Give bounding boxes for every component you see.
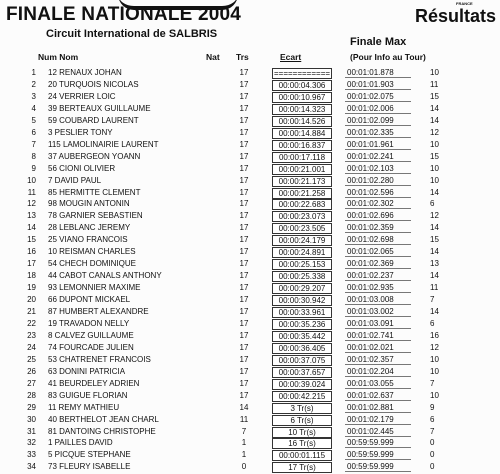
best-lap-number-cell: 15 bbox=[430, 235, 439, 245]
best-lap-number-cell: 10 bbox=[430, 68, 439, 77]
best-lap-number-cell: 6 bbox=[430, 318, 435, 328]
driver-cell: 11 REMY MATHIEU bbox=[48, 402, 120, 412]
driver-cell: 44 CABOT CANALS ANTHONY bbox=[48, 271, 162, 281]
gap-cell: 00:00:21.258 bbox=[272, 188, 332, 199]
driver-cell: 59 COUBARD LAURENT bbox=[48, 115, 139, 125]
best-lap-number-cell: 7 bbox=[430, 295, 435, 305]
gap-cell: 00:00:25.338 bbox=[272, 271, 332, 282]
driver-cell: 53 CHATRENET FRANCOIS bbox=[48, 354, 151, 364]
best-lap-number-cell: 9 bbox=[430, 402, 435, 412]
gap-cell: 00:00:04.306 bbox=[272, 80, 332, 91]
rank-cell: 30 bbox=[27, 414, 36, 424]
table-row bbox=[0, 103, 500, 115]
laps-cell: 17 bbox=[239, 151, 249, 161]
rank-cell: 2 bbox=[31, 79, 36, 89]
laps-cell: 17 bbox=[239, 103, 249, 113]
best-lap-number-cell: 15 bbox=[430, 91, 439, 101]
table-row bbox=[0, 330, 500, 342]
table-row bbox=[0, 426, 500, 438]
best-lap-number-cell: 10 bbox=[430, 354, 439, 364]
laps-cell: 1 bbox=[241, 450, 247, 460]
driver-cell: 81 DANTOING CHRISTOPHE bbox=[48, 426, 156, 436]
driver-cell: 24 VERRIER LOIC bbox=[48, 91, 116, 101]
table-row bbox=[0, 198, 500, 210]
best-lap-number-cell: 14 bbox=[430, 187, 439, 197]
table-row bbox=[0, 461, 500, 473]
best-lap-number-cell: 7 bbox=[430, 426, 435, 436]
gap-cell: 00:00:14.526 bbox=[272, 116, 332, 127]
best-lap-number-cell: 10 bbox=[430, 366, 439, 376]
driver-cell: 87 HUMBERT ALEXANDRE bbox=[48, 307, 149, 316]
table-row bbox=[0, 115, 500, 127]
rank-cell: 31 bbox=[27, 426, 36, 436]
table-row bbox=[0, 127, 500, 139]
france-label: FRANCE bbox=[456, 1, 473, 6]
rank-cell: 16 bbox=[27, 247, 36, 257]
best-lap-time-cell: 00:01:02.302 bbox=[345, 199, 411, 209]
table-row bbox=[0, 354, 500, 366]
rank-cell: 21 bbox=[27, 307, 36, 316]
best-lap-time-cell: 00:01:02.357 bbox=[345, 355, 411, 365]
gap-cell: 00:00:35.442 bbox=[272, 331, 332, 342]
best-lap-time-cell: 00:01:02.698 bbox=[345, 235, 411, 245]
rank-cell: 5 bbox=[31, 115, 36, 125]
driver-cell: 93 LEMONNIER MAXIME bbox=[48, 283, 141, 293]
rank-cell: 33 bbox=[27, 450, 36, 460]
laps-cell: 7 bbox=[241, 426, 247, 436]
rank-cell: 22 bbox=[27, 318, 36, 328]
laps-cell: 17 bbox=[239, 318, 249, 328]
best-lap-time-cell: 00:01:02.103 bbox=[345, 164, 411, 174]
laps-cell: 1 bbox=[241, 438, 247, 448]
gap-cell: 00:00:36.405 bbox=[272, 343, 332, 354]
rank-cell: 7 bbox=[31, 139, 36, 149]
rank-cell: 34 bbox=[27, 462, 36, 472]
laps-cell: 17 bbox=[239, 115, 249, 125]
driver-cell: 7 DAVID PAUL bbox=[48, 175, 102, 185]
rank-cell: 12 bbox=[27, 199, 36, 209]
best-lap-number-cell: 10 bbox=[430, 390, 439, 400]
driver-cell: 39 BERTEAUX GUILLAUME bbox=[48, 103, 151, 113]
driver-cell: 85 HERMITTE CLEMENT bbox=[48, 187, 141, 197]
gap-cell: 00:00:25.153 bbox=[272, 259, 332, 270]
best-lap-time-cell: 00:01:01.878 bbox=[345, 68, 411, 78]
table-row bbox=[0, 175, 500, 187]
laps-cell: 0 bbox=[241, 462, 247, 472]
best-lap-time-cell: 00:01:02.335 bbox=[345, 128, 411, 138]
best-lap-time-cell: 00:01:02.006 bbox=[345, 104, 411, 114]
best-lap-time-cell: 00:01:02.359 bbox=[345, 223, 411, 233]
driver-cell: 28 LEBLANC JEREMY bbox=[48, 223, 131, 233]
circuit-name: Circuit International de SALBRIS bbox=[46, 28, 218, 40]
rank-cell: 10 bbox=[27, 175, 36, 185]
best-lap-number-cell: 0 bbox=[430, 450, 435, 460]
driver-cell: 25 VIANO FRANCOIS bbox=[48, 235, 128, 245]
driver-cell: 12 RENAUX JOHAN bbox=[48, 68, 122, 77]
best-lap-time-cell: 00:01:02.099 bbox=[345, 116, 411, 126]
table-header bbox=[0, 52, 500, 65]
gap-cell: 00:00:01.115 bbox=[272, 450, 332, 461]
best-lap-number-cell: 7 bbox=[430, 378, 435, 388]
table-row bbox=[0, 187, 500, 199]
rank-cell: 20 bbox=[27, 295, 36, 305]
col-nat: Nat bbox=[206, 52, 220, 62]
laps-cell: 17 bbox=[239, 235, 249, 245]
table-row bbox=[0, 270, 500, 282]
driver-cell: 10 REISMAN CHARLES bbox=[48, 247, 136, 257]
col-num-nom: Num Nom bbox=[38, 52, 79, 62]
table-row bbox=[0, 139, 500, 151]
table-row bbox=[0, 342, 500, 354]
best-lap-time-cell: 00:01:01.961 bbox=[345, 140, 411, 150]
table-row bbox=[0, 151, 500, 163]
rank-cell: 8 bbox=[31, 151, 36, 161]
driver-cell: 20 TURQUOIS NICOLAS bbox=[48, 79, 139, 89]
best-lap-number-cell: 6 bbox=[430, 414, 435, 424]
driver-cell: 19 TRAVADON NELLY bbox=[48, 318, 130, 328]
table-row bbox=[0, 222, 500, 234]
rank-cell: 1 bbox=[31, 68, 36, 77]
rank-cell: 19 bbox=[27, 283, 36, 293]
table-row bbox=[0, 67, 500, 79]
best-lap-time-cell: 00:01:02.369 bbox=[345, 259, 411, 269]
best-lap-number-cell: 0 bbox=[430, 462, 435, 472]
laps-cell: 17 bbox=[239, 366, 249, 376]
gap-cell: 00:00:29.207 bbox=[272, 283, 332, 294]
best-lap-time-cell: 00:01:02.935 bbox=[345, 283, 411, 293]
laps-cell: 17 bbox=[239, 378, 249, 388]
table-row bbox=[0, 414, 500, 426]
table-row bbox=[0, 402, 500, 414]
best-lap-number-cell: 14 bbox=[430, 307, 439, 316]
driver-cell: 8 CALVEZ GUILLAUME bbox=[48, 330, 134, 340]
gap-cell: 00:00:42.215 bbox=[272, 391, 332, 402]
rank-cell: 18 bbox=[27, 271, 36, 281]
laps-cell: 17 bbox=[239, 271, 249, 281]
driver-cell: 3 PESLIER TONY bbox=[48, 127, 113, 137]
table-row bbox=[0, 294, 500, 306]
laps-cell: 17 bbox=[239, 259, 249, 269]
gap-cell: 00:00:14.323 bbox=[272, 104, 332, 115]
driver-cell: 83 GUIGUE FLORIAN bbox=[48, 390, 128, 400]
gap-cell: 00:00:14.884 bbox=[272, 128, 332, 139]
driver-cell: 63 DONINI PATRICIA bbox=[48, 366, 126, 376]
best-lap-number-cell: 12 bbox=[430, 127, 439, 137]
laps-cell: 17 bbox=[239, 187, 249, 197]
best-lap-number-cell: 15 bbox=[430, 151, 439, 161]
best-lap-time-cell: 00:01:02.445 bbox=[345, 427, 411, 437]
rank-cell: 3 bbox=[31, 91, 36, 101]
laps-cell: 17 bbox=[239, 342, 249, 352]
best-lap-number-cell: 11 bbox=[430, 79, 439, 89]
best-lap-number-cell: 10 bbox=[430, 175, 439, 185]
best-lap-time-cell: 00:01:02.075 bbox=[345, 92, 411, 102]
best-lap-time-cell: 00:01:02.881 bbox=[345, 403, 411, 413]
gap-cell: 00:00:23.505 bbox=[272, 223, 332, 234]
gap-cell: 00:00:37.657 bbox=[272, 367, 332, 378]
table-row bbox=[0, 246, 500, 258]
table-row bbox=[0, 449, 500, 461]
gap-cell: 00:00:16.837 bbox=[272, 140, 332, 151]
category-name: Finale Max bbox=[350, 36, 407, 48]
laps-cell: 17 bbox=[239, 247, 249, 257]
rank-cell: 25 bbox=[27, 354, 36, 364]
gap-cell: 00:00:35.236 bbox=[272, 319, 332, 330]
best-lap-time-cell: 00:01:02.696 bbox=[345, 211, 411, 221]
laps-cell: 17 bbox=[239, 175, 249, 185]
best-lap-time-cell: 00:01:02.204 bbox=[345, 367, 411, 377]
best-lap-time-cell: 00:59:59.999 bbox=[345, 462, 411, 472]
best-lap-number-cell: 14 bbox=[430, 223, 439, 233]
best-lap-number-cell: 12 bbox=[430, 211, 439, 221]
rank-cell: 24 bbox=[27, 342, 36, 352]
best-lap-time-cell: 00:01:02.179 bbox=[345, 415, 411, 425]
best-lap-time-cell: 00:01:02.596 bbox=[345, 188, 411, 198]
driver-cell: 54 CHECH DOMINIQUE bbox=[48, 259, 137, 269]
gap-cell: 00:00:10.967 bbox=[272, 92, 332, 103]
table-row bbox=[0, 378, 500, 390]
rank-cell: 28 bbox=[27, 390, 36, 400]
rank-cell: 26 bbox=[27, 366, 36, 376]
laps-cell: 17 bbox=[239, 79, 249, 89]
best-lap-number-cell: 10 bbox=[430, 139, 439, 149]
best-lap-time-cell: 00:59:59.999 bbox=[345, 438, 411, 448]
gap-cell: 00:00:17.118 bbox=[272, 152, 332, 163]
laps-cell: 17 bbox=[239, 354, 249, 364]
results-heading: Résultats bbox=[415, 6, 497, 26]
table-row bbox=[0, 282, 500, 294]
table-row bbox=[0, 366, 500, 378]
best-lap-time-cell: 00:01:03.091 bbox=[345, 319, 411, 329]
gap-cell: 3 Tr(s) bbox=[272, 403, 332, 414]
driver-cell: 73 FLEURY ISABELLE bbox=[48, 462, 131, 472]
table-row bbox=[0, 437, 500, 449]
best-lap-time-cell: 00:59:59.999 bbox=[345, 450, 411, 460]
best-lap-time-cell: 00:01:03.008 bbox=[345, 295, 411, 305]
best-lap-time-cell: 00:01:02.021 bbox=[345, 343, 411, 353]
rank-cell: 4 bbox=[31, 103, 36, 113]
gap-cell: 00:00:24.891 bbox=[272, 247, 332, 258]
best-lap-time-cell: 00:01:02.237 bbox=[345, 271, 411, 281]
best-lap-number-cell: 14 bbox=[430, 103, 439, 113]
gap-cell: 10 Tr(s) bbox=[272, 427, 332, 438]
laps-cell: 11 bbox=[239, 414, 249, 424]
gap-cell: 00:00:33.961 bbox=[272, 307, 332, 318]
laps-cell: 17 bbox=[239, 211, 249, 221]
driver-cell: 1 PAILLES DAVID bbox=[48, 438, 113, 448]
best-lap-time-cell: 00:01:02.741 bbox=[345, 331, 411, 341]
rank-cell: 14 bbox=[27, 223, 36, 233]
rank-cell: 29 bbox=[27, 402, 36, 412]
table-row bbox=[0, 318, 500, 330]
driver-cell: 40 BERTHELOT JEAN CHARL bbox=[48, 414, 159, 424]
rank-cell: 23 bbox=[27, 330, 36, 340]
gap-cell: 00:00:39.024 bbox=[272, 379, 332, 390]
best-lap-time-cell: 00:01:03.002 bbox=[345, 307, 411, 317]
rank-cell: 11 bbox=[27, 187, 36, 197]
col-pour-info: (Pour Info au Tour) bbox=[350, 52, 426, 62]
best-lap-number-cell: 14 bbox=[430, 271, 439, 281]
gap-cell: ============ bbox=[273, 69, 331, 78]
rank-cell: 27 bbox=[27, 378, 36, 388]
gap-cell: 00:00:22.683 bbox=[272, 199, 332, 210]
laps-cell: 17 bbox=[239, 307, 249, 316]
laps-cell: 17 bbox=[239, 295, 249, 305]
gap-cell: 17 Tr(s) bbox=[272, 462, 332, 473]
gap-cell: 6 Tr(s) bbox=[272, 415, 332, 426]
laps-cell: 17 bbox=[239, 91, 249, 101]
best-lap-number-cell: 14 bbox=[430, 115, 439, 125]
table-row bbox=[0, 390, 500, 402]
driver-cell: 56 CIONI OLIVIER bbox=[48, 163, 116, 173]
gap-cell: 00:00:21.173 bbox=[272, 176, 332, 187]
laps-cell: 17 bbox=[239, 139, 249, 149]
best-lap-time-cell: 00:01:02.637 bbox=[345, 391, 411, 401]
rank-cell: 32 bbox=[27, 438, 36, 448]
table-row bbox=[0, 234, 500, 246]
laps-cell: 17 bbox=[239, 199, 249, 209]
laps-cell: 17 bbox=[239, 330, 249, 340]
col-ecart: Ecart bbox=[280, 52, 302, 62]
driver-cell: 66 DUPONT MICKAEL bbox=[48, 295, 131, 305]
col-trs: Trs bbox=[236, 52, 249, 62]
table-row bbox=[0, 258, 500, 270]
driver-cell: 41 BEURDELEY ADRIEN bbox=[48, 378, 140, 388]
rank-cell: 15 bbox=[27, 235, 36, 245]
table-row bbox=[0, 306, 500, 318]
best-lap-number-cell: 12 bbox=[430, 342, 439, 352]
best-lap-number-cell: 14 bbox=[430, 247, 439, 257]
best-lap-time-cell: 00:01:02.065 bbox=[345, 247, 411, 257]
laps-cell: 17 bbox=[239, 163, 249, 173]
driver-cell: 115 LAMOLINAIRIE LAURENT bbox=[48, 139, 159, 149]
page-title: FINALE NATIONALE 2004 bbox=[6, 4, 242, 25]
laps-cell: 17 bbox=[239, 390, 249, 400]
driver-cell: 5 PICQUE STEPHANE bbox=[48, 450, 131, 460]
best-lap-time-cell: 00:01:02.241 bbox=[345, 152, 411, 162]
best-lap-number-cell: 10 bbox=[430, 163, 439, 173]
table-row bbox=[0, 210, 500, 222]
gap-cell: 00:00:24.179 bbox=[272, 235, 332, 246]
laps-cell: 17 bbox=[239, 68, 249, 77]
driver-cell: 78 GARNIER SEBASTIEN bbox=[48, 211, 143, 221]
gap-cell: 00:00:23.073 bbox=[272, 211, 332, 222]
gap-cell: 00:00:37.075 bbox=[272, 355, 332, 366]
best-lap-time-cell: 00:01:03.055 bbox=[345, 379, 411, 389]
rank-cell: 9 bbox=[31, 163, 36, 173]
best-lap-number-cell: 11 bbox=[430, 283, 439, 293]
rank-cell: 17 bbox=[27, 259, 36, 269]
laps-cell: 14 bbox=[239, 402, 249, 412]
best-lap-number-cell: 0 bbox=[430, 438, 435, 448]
best-lap-time-cell: 00:01:02.280 bbox=[345, 176, 411, 186]
table-row bbox=[0, 163, 500, 175]
laps-cell: 17 bbox=[239, 283, 249, 293]
driver-cell: 98 MOUGIN ANTONIN bbox=[48, 199, 130, 209]
laps-cell: 17 bbox=[239, 223, 249, 233]
best-lap-time-cell: 00:01:01.903 bbox=[345, 80, 411, 90]
driver-cell: 74 FOURCADE JULIEN bbox=[48, 342, 134, 352]
rank-cell: 13 bbox=[27, 211, 36, 221]
laps-cell: 17 bbox=[239, 127, 249, 137]
rank-cell: 6 bbox=[31, 127, 36, 137]
gap-cell: 16 Tr(s) bbox=[272, 438, 332, 449]
gap-cell: 00:00:30.942 bbox=[272, 295, 332, 306]
driver-cell: 37 AUBERGEON YOANN bbox=[48, 151, 141, 161]
gap-cell: 00:00:21.001 bbox=[272, 164, 332, 175]
table-row bbox=[0, 91, 500, 103]
best-lap-number-cell: 6 bbox=[430, 199, 435, 209]
best-lap-number-cell: 16 bbox=[430, 330, 439, 340]
best-lap-number-cell: 13 bbox=[430, 259, 439, 269]
table-row bbox=[0, 79, 500, 91]
